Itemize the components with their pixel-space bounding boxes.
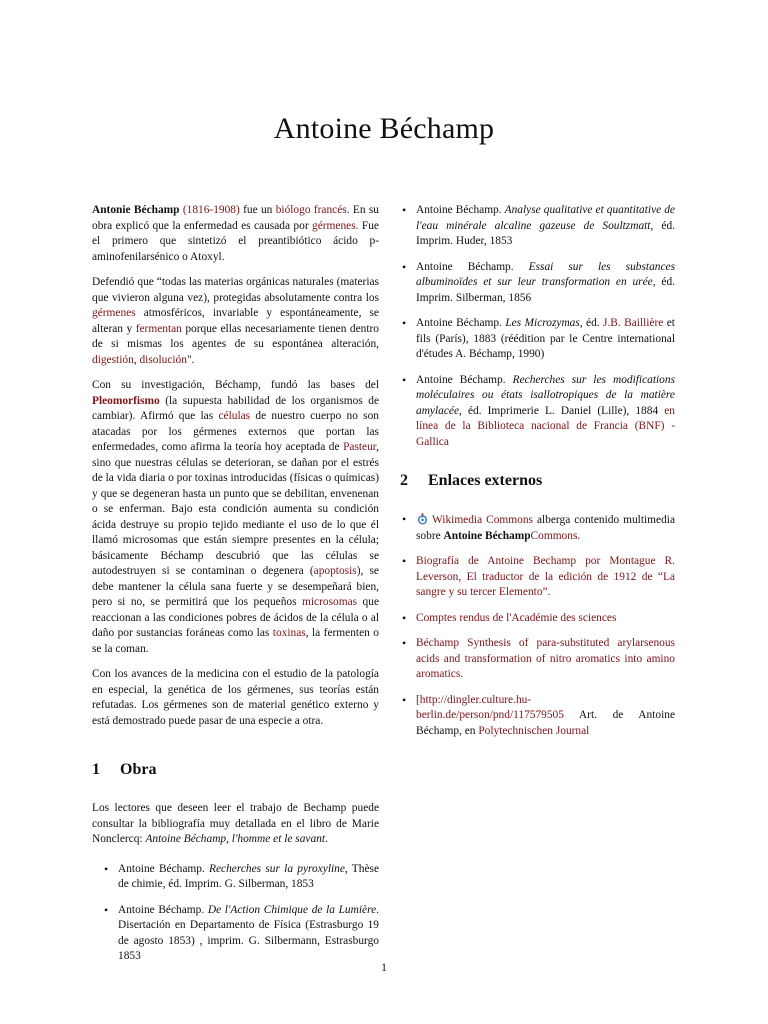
- text: , Thèse de chimie, éd. Imprim. G. Silberman, 1853: [118, 862, 380, 890]
- obra-intro: [92, 801, 379, 848]
- page-number: 1: [381, 960, 387, 974]
- paragraph-3: [92, 378, 379, 657]
- link-pleomorfismo[interactable]: Pleomorfismo: [92, 394, 160, 407]
- link-baillierre[interactable]: J.B. Baillière: [603, 317, 664, 329]
- link-germenes[interactable]: gérmenes: [312, 219, 356, 232]
- list-item: [400, 203, 675, 250]
- author: Antoine Béchamp.: [118, 903, 208, 916]
- text: Con su investigación, Béchamp, fundó las bases del: [92, 379, 379, 391]
- page-title: Antoine Béchamp: [273, 112, 495, 145]
- text: Art. de Antoine Béchamp, en: [416, 709, 675, 737]
- list-item: [400, 636, 675, 683]
- text: ".: [186, 353, 195, 366]
- author: Antoine Béchamp.: [416, 204, 505, 216]
- text: , éd. Imprim. Silberman, 1856: [416, 276, 675, 304]
- text: de nuestro cuerpo no son atacadas por los gérmenes externos que portan las enfermedades, como afirma la teoría hoy aceptada de: [92, 410, 379, 453]
- text: , sino que nuestras células se deterioran, se dañan por el estrés de la vida diaria o por toxinas introducidas (físicas o químicas) y que se degeneran hasta un punto que se debilitan, envenenan o se enferman. Bajo esta condición aumenta su condición ácida destruye su propio tejido mediante el uso de lo que él llamó microsomas que están siempre presentes en la célula; básicamente Béchamp descubrió que las células se autodestruyen si se contaminan o degenera (: [92, 441, 379, 577]
- work-title: Essai sur les substances albuminoïdes et sur leur transformation en urée: [416, 260, 675, 288]
- text: que reaccionan a las condiciones pobres de ácidos de la célula o al daño por sustancias foráneas como las: [92, 596, 380, 639]
- link-dingler[interactable]: [http://dingler.culture.hu-berlin.de/person/pnd/117579505: [416, 693, 564, 721]
- section-title: Enlaces externos: [428, 472, 543, 489]
- link-germenes-2[interactable]: gérmenes: [92, 307, 136, 319]
- link-toxinas[interactable]: toxinas: [272, 627, 306, 639]
- link-polytechnischen-journal[interactable]: Polytechnischen Journal: [478, 724, 590, 737]
- section-heading-enlaces: [400, 472, 675, 490]
- right-column: [400, 203, 675, 749]
- section-number: 2: [400, 472, 408, 489]
- obra-list: [102, 862, 379, 965]
- text: . En su obra explicó que la enfermedad es causada por: [92, 204, 379, 232]
- author: Antoine Béchamp.: [416, 317, 506, 329]
- subject-name: Antonie Béchamp: [92, 204, 180, 216]
- text: . Fue el primero que sintetizó el preantibiótico ácido p-aminofenilarsénico o Atoxyl.: [92, 219, 379, 263]
- link-fermentan[interactable]: fermentan: [135, 322, 182, 335]
- section-title: Obra: [120, 761, 157, 778]
- list-item: [102, 862, 379, 893]
- work-title: Recherches sur les modifications moléculaires ou états isallotropiques de la matière amylacée: [416, 373, 676, 417]
- paragraph-4: Con los avances de la medicina con el estudio de la patología en especial, la genética de los gérmenes, sus teorías están refutadas. Los gérmenes son de material genético externo y está demostrado puede pasar de una especie a otra.: [92, 668, 379, 727]
- obra-list-continued: [400, 203, 675, 450]
- list-item: [400, 611, 675, 627]
- link-celulas[interactable]: células: [218, 410, 251, 422]
- text: , la fermenten o se la coman.: [92, 627, 379, 655]
- list-item: [400, 260, 675, 307]
- list-item: [400, 554, 675, 601]
- list-item: [400, 512, 675, 544]
- wikimedia-commons-icon: [416, 512, 429, 525]
- text: . Disertación en Departamento de Física (Estrasburgo 19 de agosto 1853) , imprim. G. Silbermann, Estrasburgo 1853: [118, 903, 379, 962]
- text: alberga contenido multimedia sobre: [416, 514, 675, 542]
- text: et fils (París), 1883 (réédition par le Centre international d'études A. Béchamp, 1990): [416, 317, 675, 360]
- intro-paragraph: [92, 203, 379, 265]
- work-title: Recherches sur la pyroxyline: [209, 862, 345, 875]
- text: , éd.: [579, 317, 604, 329]
- list-item: [400, 693, 675, 740]
- text: Los lectores que deseen leer el trabajo de Bechamp puede consultar la bibliografía muy detallada en el libro de Marie Nonclercq:: [92, 802, 379, 845]
- paragraph-2: [92, 275, 379, 368]
- link-apoptosis[interactable]: apoptosis: [313, 565, 357, 577]
- external-links-list: [400, 512, 675, 739]
- text: Defendió que “todas las materias orgánicas naturales (materias que vivieron alguna vez), protegidas absolutamente contra los: [92, 276, 379, 304]
- text: .: [577, 529, 581, 542]
- text: ,: [133, 353, 140, 366]
- text: atmosféricos, invariable y espontáneamente, se alteran y: [92, 307, 379, 335]
- text: porque ellas necesariamente tienen dentro de si mismas los agentes de su espontánea alteración,: [92, 322, 379, 350]
- section-number: 1: [92, 761, 100, 778]
- text: , éd. Imprim. Huder, 1853: [416, 219, 675, 247]
- text: (la supuesta habilidad de los organismos de cambiar). Afirmó que las: [92, 394, 379, 422]
- list-item: [102, 903, 379, 965]
- link-commons[interactable]: Commons: [530, 529, 578, 542]
- link-biologo-frances[interactable]: biólogo francés: [275, 204, 347, 216]
- link-comptes-rendus[interactable]: Comptes rendus de l'Académie des sciences: [416, 611, 617, 624]
- work-title: Analyse qualitative et quantitative de l'eau minérale alcaline gazeuse de Soultzmatt: [416, 204, 675, 232]
- link-gallica[interactable]: en línea de la Biblioteca nacional de Francia (BNF) - Gallica: [416, 404, 675, 448]
- link-biografia[interactable]: Biografía de Antoine Bechamp por Montague R. Leverson, El traductor de la edición de 1912 de “La sangre y su tercer Elemento”.: [416, 555, 675, 598]
- link-microsomas[interactable]: microsomas: [302, 596, 358, 608]
- section-heading-obra: [92, 761, 379, 779]
- link-wikimedia-commons[interactable]: Wikimedia Commons: [432, 514, 533, 526]
- author: Antoine Béchamp.: [416, 260, 529, 273]
- text: ), se debe mantener la célula sana fuerte y se desempeñará bien, pero si no, se permitirá que los pequeños: [92, 565, 379, 608]
- link-synthesis[interactable]: Béchamp Synthesis of para-substituted arylarsenous acids and transformation of nitro aromatics into amino aromatics.: [416, 637, 675, 680]
- text: fue un: [239, 204, 276, 216]
- author: Antoine Béchamp.: [118, 862, 210, 875]
- link-years[interactable]: (1816-1908): [182, 204, 240, 216]
- bold-name: Antoine Béchamp: [443, 529, 531, 542]
- work-title: Les Microzymas: [505, 317, 580, 329]
- link-pasteur[interactable]: Pasteur: [343, 441, 377, 453]
- text: , éd. Imprimerie L. Daniel (Lille), 1884: [459, 404, 665, 417]
- left-column: [92, 203, 379, 975]
- list-item: [400, 373, 675, 451]
- list-item: [400, 316, 675, 363]
- work-title: De l'Action Chimique de la Lumière: [207, 903, 377, 916]
- book-title: Antoine Béchamp, l'homme et le savant: [145, 833, 326, 845]
- text: .: [325, 833, 328, 845]
- link-digestion[interactable]: digestión: [92, 353, 134, 366]
- author: Antoine Béchamp.: [416, 373, 513, 386]
- link-disolucion[interactable]: disolución: [139, 353, 187, 366]
